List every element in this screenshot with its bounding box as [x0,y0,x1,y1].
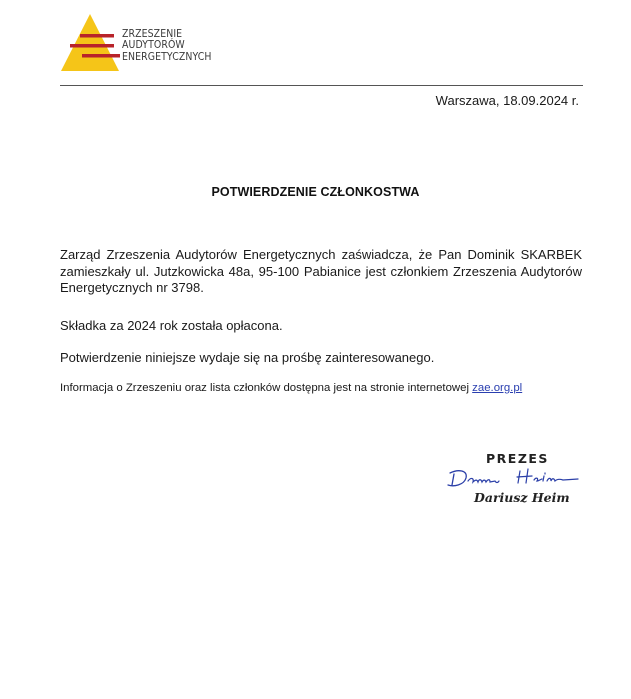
logo-stripe [82,54,120,58]
logo-stripe [80,34,114,38]
organization-logo [60,14,230,72]
signatory-role: PREZES [486,451,549,466]
signatory-name: Dariusz Heim [474,490,570,505]
membership-statement: Zarząd Zrzeszenia Audytorów Energetycznych zaświadcza, że Pan Dominik SKARBEK zamieszkały ul. Jutzkowicka 48a, 95-100 Pabianice jest członkiem Zrzeszenia Audytorów Energetycznych nr 3798. [60,247,582,295]
handwritten-signature [444,465,584,491]
logo-wordmark [122,29,212,63]
logo-line: ZRZESZENIE [122,29,183,40]
logo-line: AUDYTORÓW [122,40,185,52]
document-title: POTWIERDZENIE CZŁONKOSTWA [211,185,420,199]
website-link[interactable]: zae.org.pl [472,382,523,394]
info-line [60,382,522,394]
place-and-date: Warszawa, 18.09.2024 r. [435,93,579,108]
logo-emblem-icon [60,14,120,72]
logo-stripe [70,44,114,48]
info-text: Informacja o Zrzeszeniu oraz lista członków dostępna jest na stronie internetowej [60,382,473,394]
signature-block [440,448,590,510]
request-note: Potwierdzenie niniejsze wydaje się na prośbę zainteresowanego. [60,350,435,365]
logo-line: ENERGETYCZNYCH [122,51,212,63]
logo-triangle [61,14,119,71]
fee-paid-statement: Składka za 2024 rok została opłacona. [60,318,283,333]
header-divider [60,85,583,86]
